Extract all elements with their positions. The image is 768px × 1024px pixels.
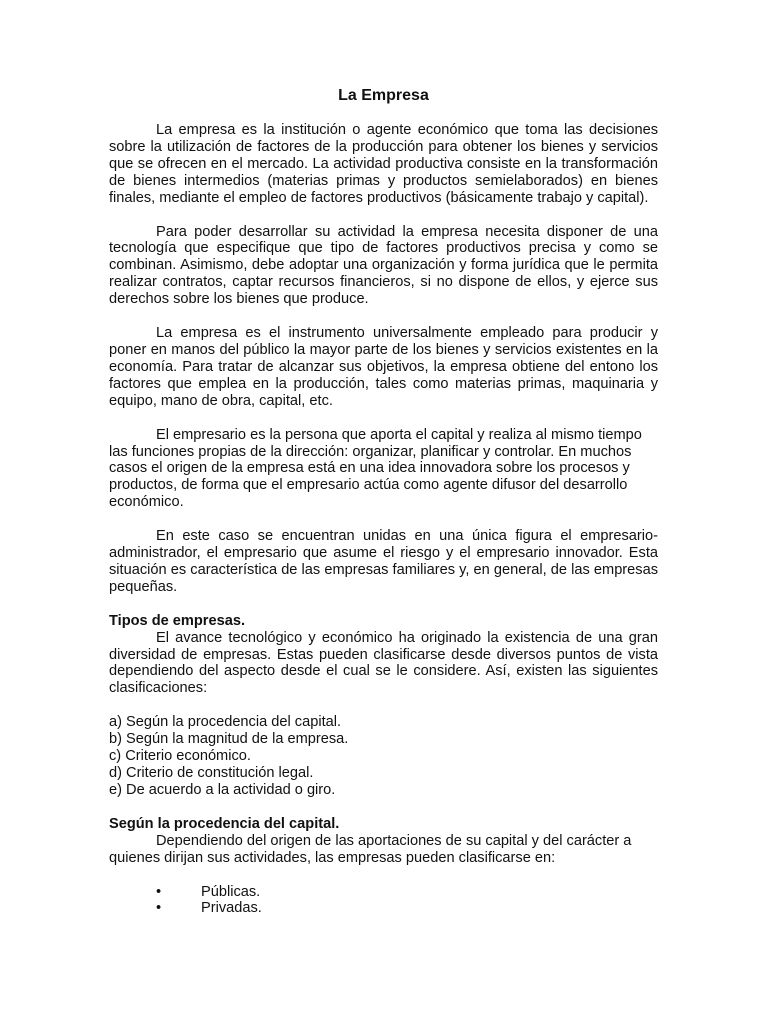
- paragraph-2: Para poder desarrollar su actividad la empresa necesita disponer de una tecnología que especifique que tipo de factores productivos precisa y como se combinan. Asimismo, debe adoptar una organización y forma jurídica que le permita realizar contratos, captar recursos financieros, si no dispone de ellos, y ejerce sus derechos sobre los bienes que produce.: [109, 223, 658, 308]
- section-text-capital: Dependiendo del origen de las aportaciones de su capital y del carácter a quienes dirijan sus actividades, las empresas pueden clasificarse en:: [109, 832, 632, 866]
- bullet-text: Públicas.: [201, 883, 261, 900]
- paragraph-4: El empresario es la persona que aporta el capital y realiza al mismo tiempo las funciones propias de la dirección: organizar, planificar y controlar. En muchos casos el origen de la empresa está en una idea innovadora sobre los procesos y productos, de forma que el empresario actúa como agente difusor del desarrollo económico.: [109, 426, 642, 511]
- paragraph-5: En este caso se encuentran unidas en una única figura el empresario-administrador, el empresario que asume el riesgo y el empresario innovador. Esta situación es característica de las empresas familiares y, en general, de las empresas pequeñas.: [109, 528, 658, 595]
- classification-list: [109, 714, 658, 799]
- bullet-icon: •: [156, 900, 162, 917]
- document-page: [109, 86, 658, 917]
- capital-bullet-list: [109, 884, 658, 918]
- list-item: e) De acuerdo a la actividad o giro.: [109, 781, 336, 798]
- section-text-tipos: El avance tecnológico y económico ha originado la existencia de una gran diversidad de empresas. Estas pueden clasificarse desde diversos puntos de vista dependiendo del aspecto desde el cual se le considere. Así, existen las siguientes clasificaciones:: [109, 629, 658, 697]
- document-title: La Empresa: [338, 87, 429, 104]
- list-item: d) Criterio de constitución legal.: [109, 765, 314, 781]
- bullet-icon: •: [156, 883, 162, 900]
- bullet-item: [109, 884, 658, 901]
- bullet-item: [109, 900, 658, 917]
- list-item: b) Según la magnitud de la empresa.: [109, 731, 349, 748]
- bullet-text: Privadas.: [201, 900, 262, 917]
- paragraph-1: La empresa es la institución o agente económico que toma las decisiones sobre la utilización de factores de la producción para obtener los bienes y servicios que se ofrecen en el mercado. La actividad productiva consiste en la transformación de bienes intermedios (materias primas y productos semielaborados) en bienes finales, mediante el empleo de factores productivos (básicamente trabajo y capital).: [109, 122, 658, 206]
- list-item: c) Criterio económico.: [109, 748, 251, 765]
- section-heading-tipos: Tipos de empresas.: [109, 612, 245, 629]
- paragraph-3: La empresa es el instrumento universalmente empleado para producir y poner en manos del público la mayor parte de los bienes y servicios existentes en la economía. Para tratar de alcanzar sus objetivos, la empresa obtiene del entono los factores que emplea en la producción, tales como materias primas, maquinaria y equipo, mano de obra, capital, etc.: [109, 325, 658, 409]
- list-item: a) Según la procedencia del capital.: [109, 714, 342, 731]
- section-heading-capital: Según la procedencia del capital.: [109, 815, 340, 832]
